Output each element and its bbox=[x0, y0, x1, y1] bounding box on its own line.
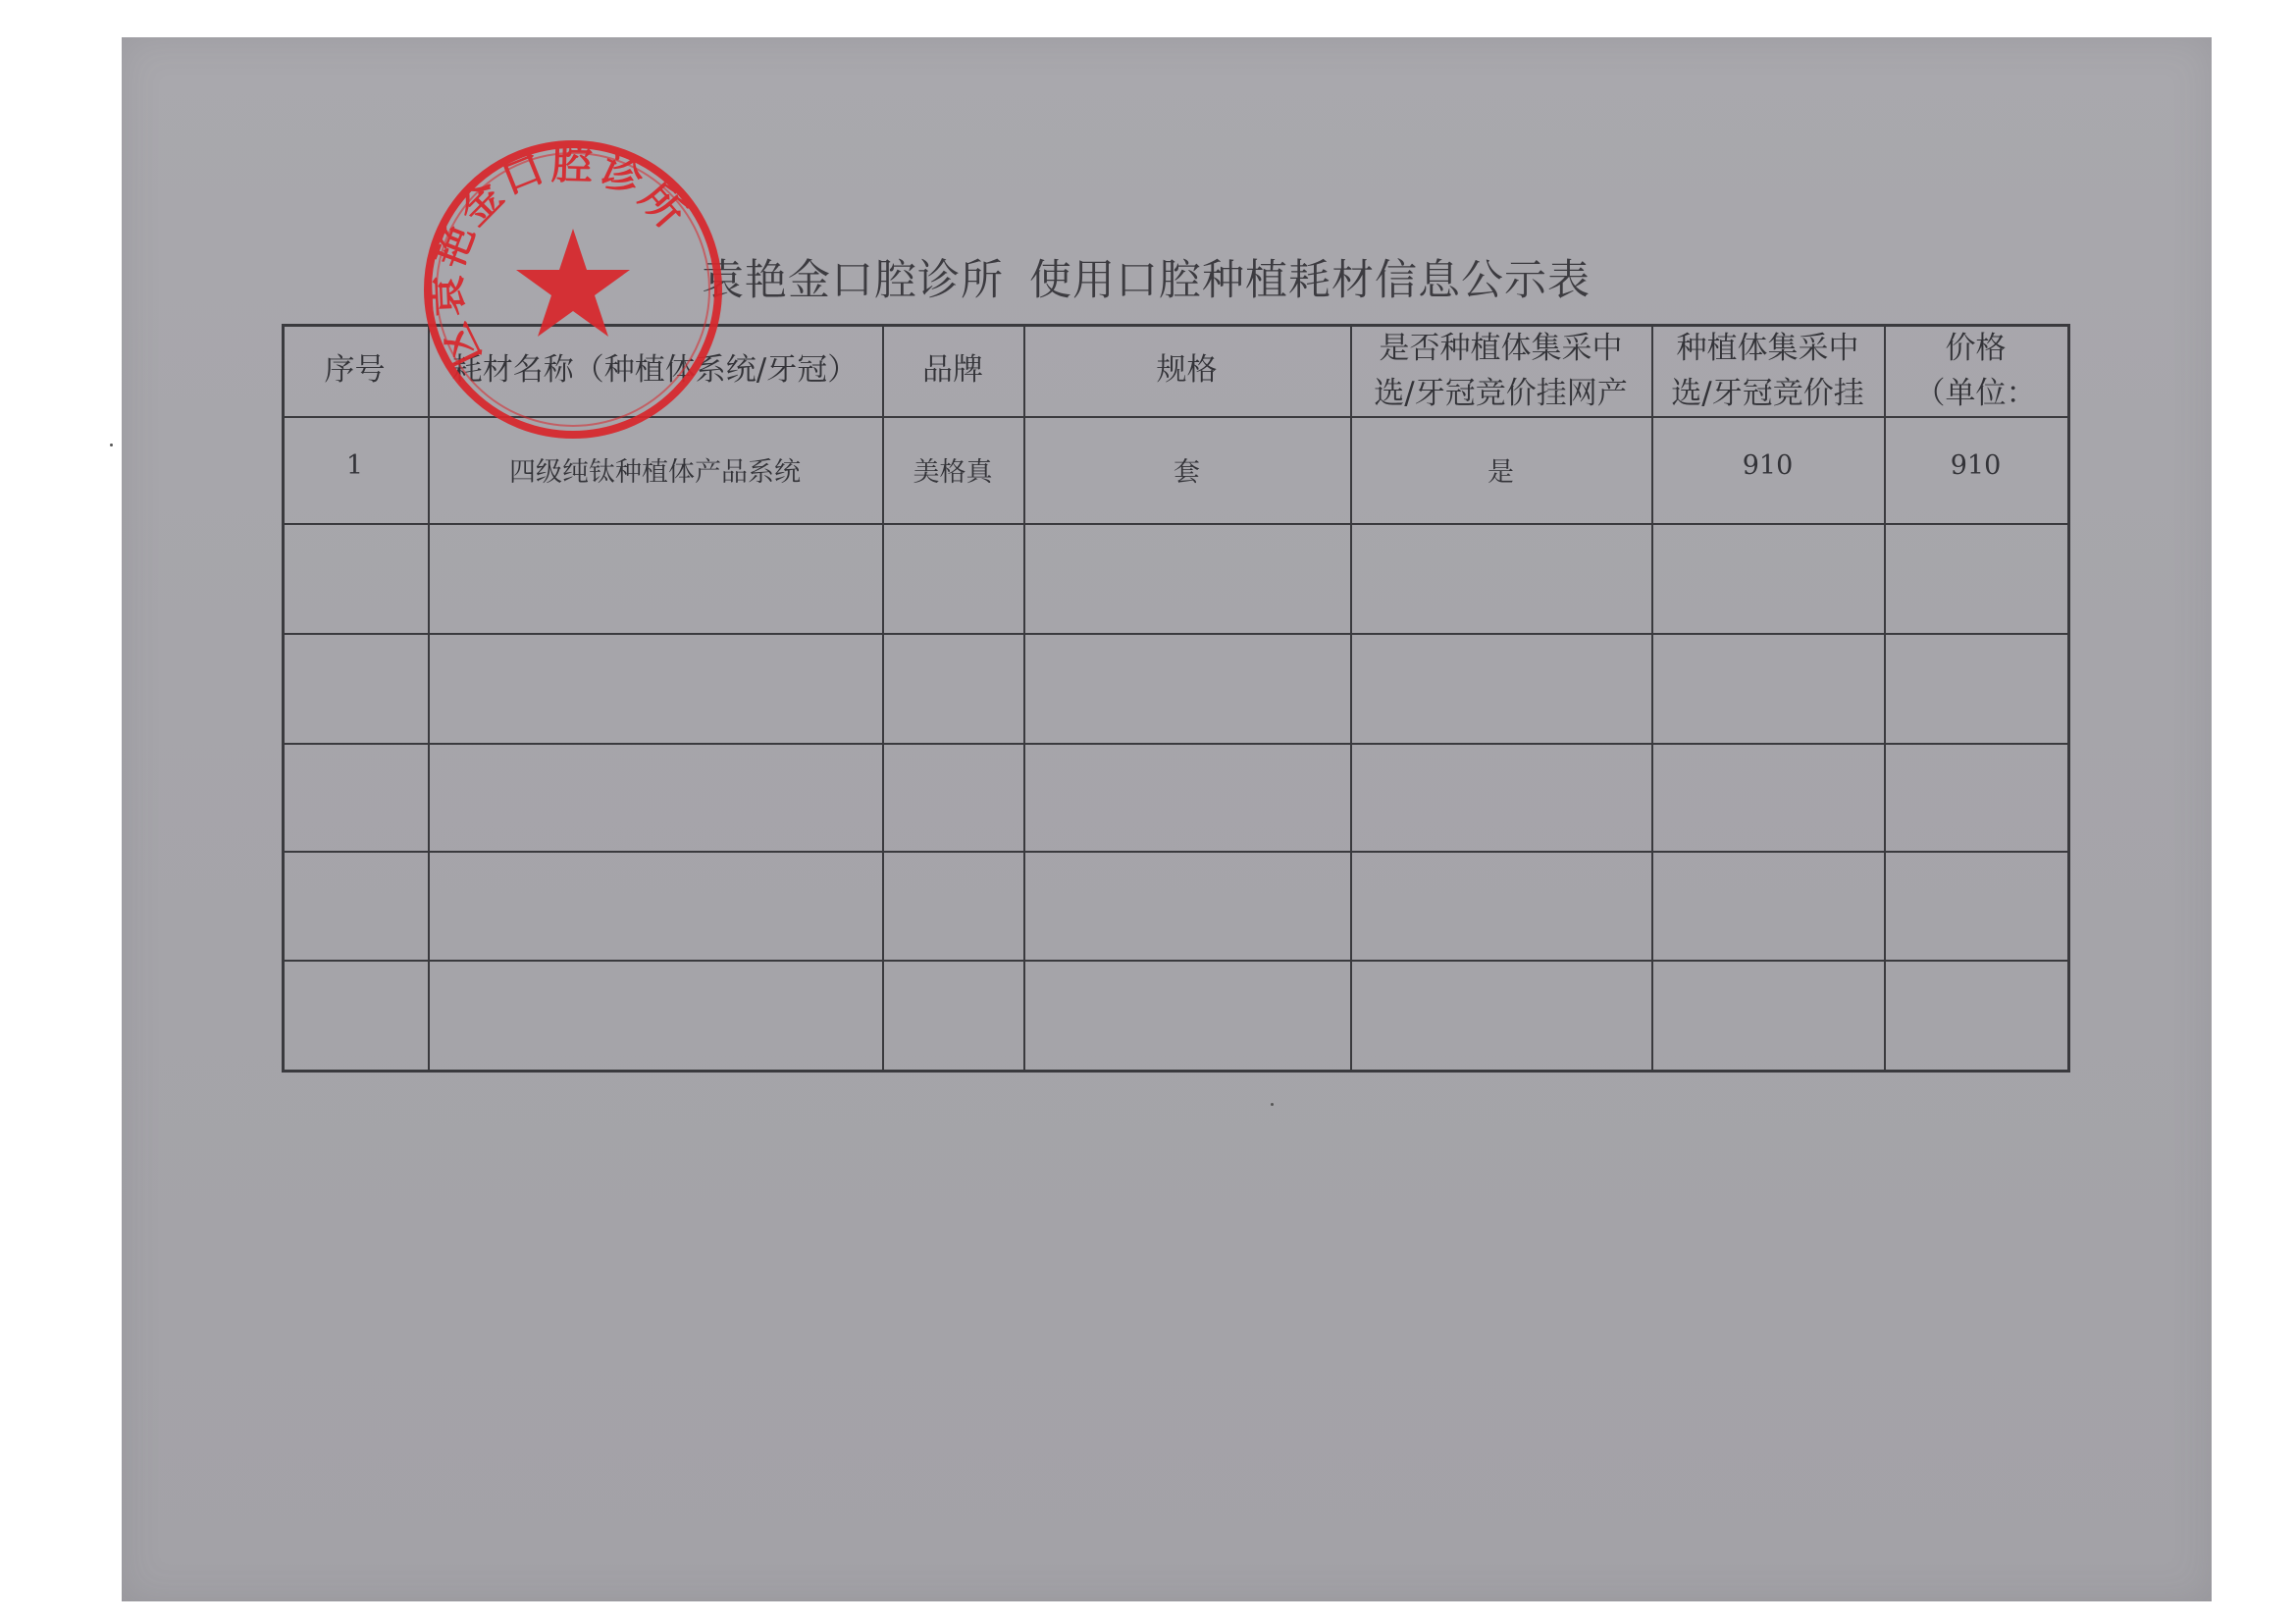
header-line: 种植体集采中 bbox=[1676, 331, 1859, 366]
header-line: （单位： bbox=[1914, 376, 2037, 411]
header-line: 选/牙冠竞价挂 bbox=[1671, 376, 1864, 411]
header-line: 是否种植体集采中 bbox=[1379, 331, 1623, 366]
table-column-divider bbox=[1350, 324, 1352, 1073]
table-header-cell bbox=[882, 347, 1023, 393]
table-row-divider bbox=[282, 851, 2070, 853]
scan-speck bbox=[1271, 1103, 1274, 1106]
table-cell: 是 bbox=[1487, 457, 1514, 488]
table-cell: 1 bbox=[345, 450, 364, 481]
table-cell: 套 bbox=[1174, 457, 1200, 488]
table-column-divider bbox=[282, 324, 285, 1073]
table-subject: 使用口腔种植耗材信息公示表 bbox=[1029, 256, 1591, 305]
table-cell: 美格真 bbox=[913, 457, 993, 488]
header-line: 规格 bbox=[1156, 352, 1218, 388]
page-title bbox=[702, 247, 1591, 307]
table-column-divider bbox=[1651, 324, 1653, 1073]
clinic-name: 袁艳金口腔诊所 bbox=[702, 256, 1004, 305]
table-column-divider bbox=[1884, 324, 1886, 1073]
clinic-seal-stamp bbox=[416, 132, 730, 446]
table-row-divider bbox=[282, 523, 2070, 525]
table-header-cell bbox=[1023, 347, 1350, 393]
table-row-divider bbox=[282, 960, 2070, 962]
table-column-divider bbox=[882, 324, 884, 1073]
header-line: 序号 bbox=[324, 352, 386, 388]
table-row-divider bbox=[282, 633, 2070, 635]
table-cell: 910 bbox=[1742, 450, 1794, 481]
table-column-divider bbox=[1023, 324, 1025, 1073]
scan-speck bbox=[110, 444, 113, 446]
table-header-cell bbox=[282, 347, 428, 393]
table-row-divider bbox=[282, 743, 2070, 745]
seal-icon bbox=[416, 132, 730, 446]
table-header-cell bbox=[1350, 326, 1651, 416]
svg-text:区袁艳金口腔诊所: 区袁艳金口腔诊所 bbox=[421, 139, 698, 375]
header-line: 品牌 bbox=[922, 352, 983, 388]
table-column-divider bbox=[2067, 324, 2070, 1073]
table-row-divider bbox=[282, 1070, 2070, 1073]
header-line: 价格 bbox=[1945, 331, 2007, 366]
header-line: 选/牙冠竞价挂网产 bbox=[1374, 376, 1628, 411]
table-cell: 910 bbox=[1950, 450, 2002, 481]
table-cell: 四级纯钛种植体产品系统 bbox=[509, 457, 801, 488]
table-header-cell bbox=[1651, 326, 1884, 416]
header-line: 耗材名称（种植体系统/牙冠） bbox=[451, 352, 859, 388]
table-header-cell bbox=[1884, 326, 2067, 416]
